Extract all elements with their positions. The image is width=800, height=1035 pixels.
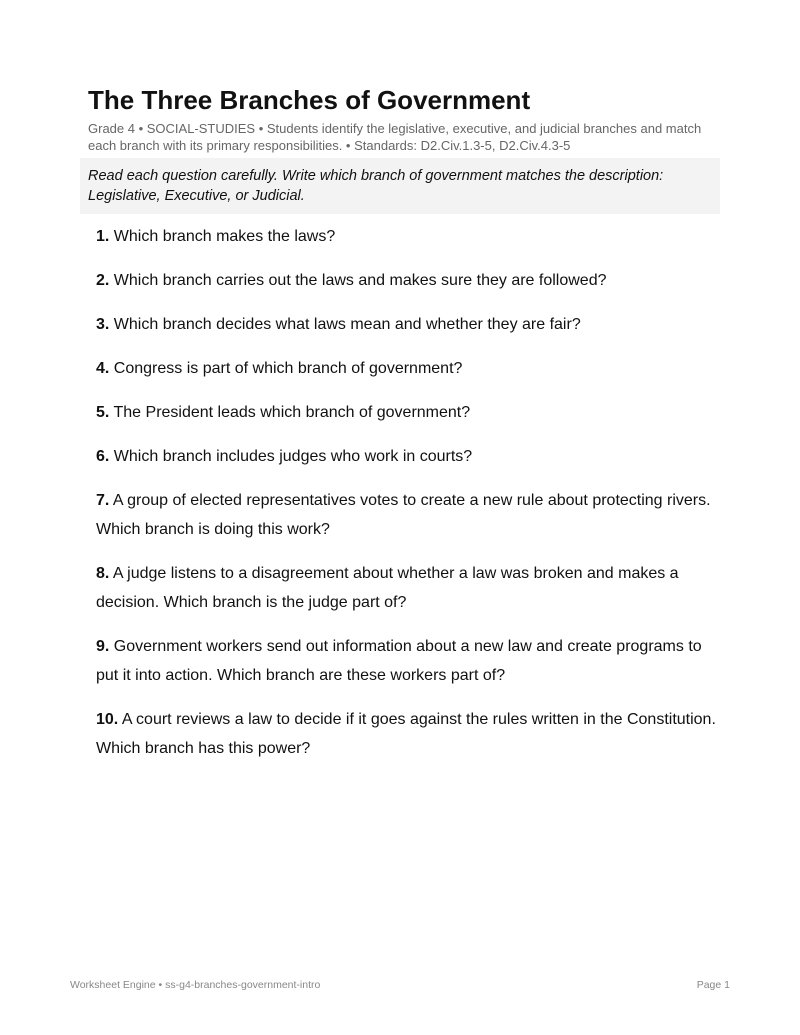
question-number: 4. [96, 360, 110, 377]
question-number: 3. [96, 316, 110, 333]
question-text: Government workers send out information about a new law and create programs to put it into action. Which branch are these workers part of? [96, 638, 702, 684]
question-item [96, 705, 718, 763]
question-text: Which branch includes judges who work in courts? [113, 448, 473, 465]
footer-source: Worksheet Engine • ss-g4-branches-government-intro [70, 979, 321, 991]
question-number: 6. [96, 448, 110, 465]
worksheet-meta: Grade 4 • SOCIAL-STUDIES • Students identify the legislative, executive, and judicial branches and match each branch with its primary responsibilities. • Standards: D2.Civ.1.3-5, D2.Civ.4.3-5 [88, 121, 702, 153]
question-item [96, 398, 718, 427]
question-item [96, 266, 718, 295]
question-text: Which branch makes the laws? [113, 228, 336, 245]
question-item [96, 486, 718, 544]
footer-page-number: Page 1 [696, 979, 730, 991]
question-number: 9. [96, 638, 110, 655]
question-list [96, 222, 718, 778]
instructions-box: Read each question carefully. Write which branch of government matches the description: Legislative, Executive, or Judicial. [80, 158, 720, 214]
worksheet-title: The Three Branches of Government [88, 85, 531, 115]
question-item [96, 442, 718, 471]
question-number: 7. [96, 492, 110, 509]
question-number: 10. [96, 711, 119, 728]
question-text: A group of elected representatives votes to create a new rule about protecting rivers. Which branch is doing this work? [96, 492, 711, 538]
question-number: 8. [96, 565, 110, 582]
question-number: 5. [96, 404, 110, 421]
question-number: 1. [96, 228, 110, 245]
question-item [96, 354, 718, 383]
question-number: 2. [96, 272, 110, 289]
question-item [96, 310, 718, 339]
question-text: Congress is part of which branch of government? [113, 360, 463, 377]
question-text: A court reviews a law to decide if it goes against the rules written in the Constitution. Which branch has this power? [96, 711, 716, 757]
question-item [96, 559, 718, 617]
question-text: Which branch decides what laws mean and whether they are fair? [113, 316, 581, 333]
question-item [96, 222, 718, 251]
question-item [96, 632, 718, 690]
question-text: A judge listens to a disagreement about whether a law was broken and makes a decision. Which branch is the judge part of? [96, 565, 679, 611]
question-text: Which branch carries out the laws and makes sure they are followed? [113, 272, 607, 289]
question-text: The President leads which branch of government? [113, 404, 471, 421]
